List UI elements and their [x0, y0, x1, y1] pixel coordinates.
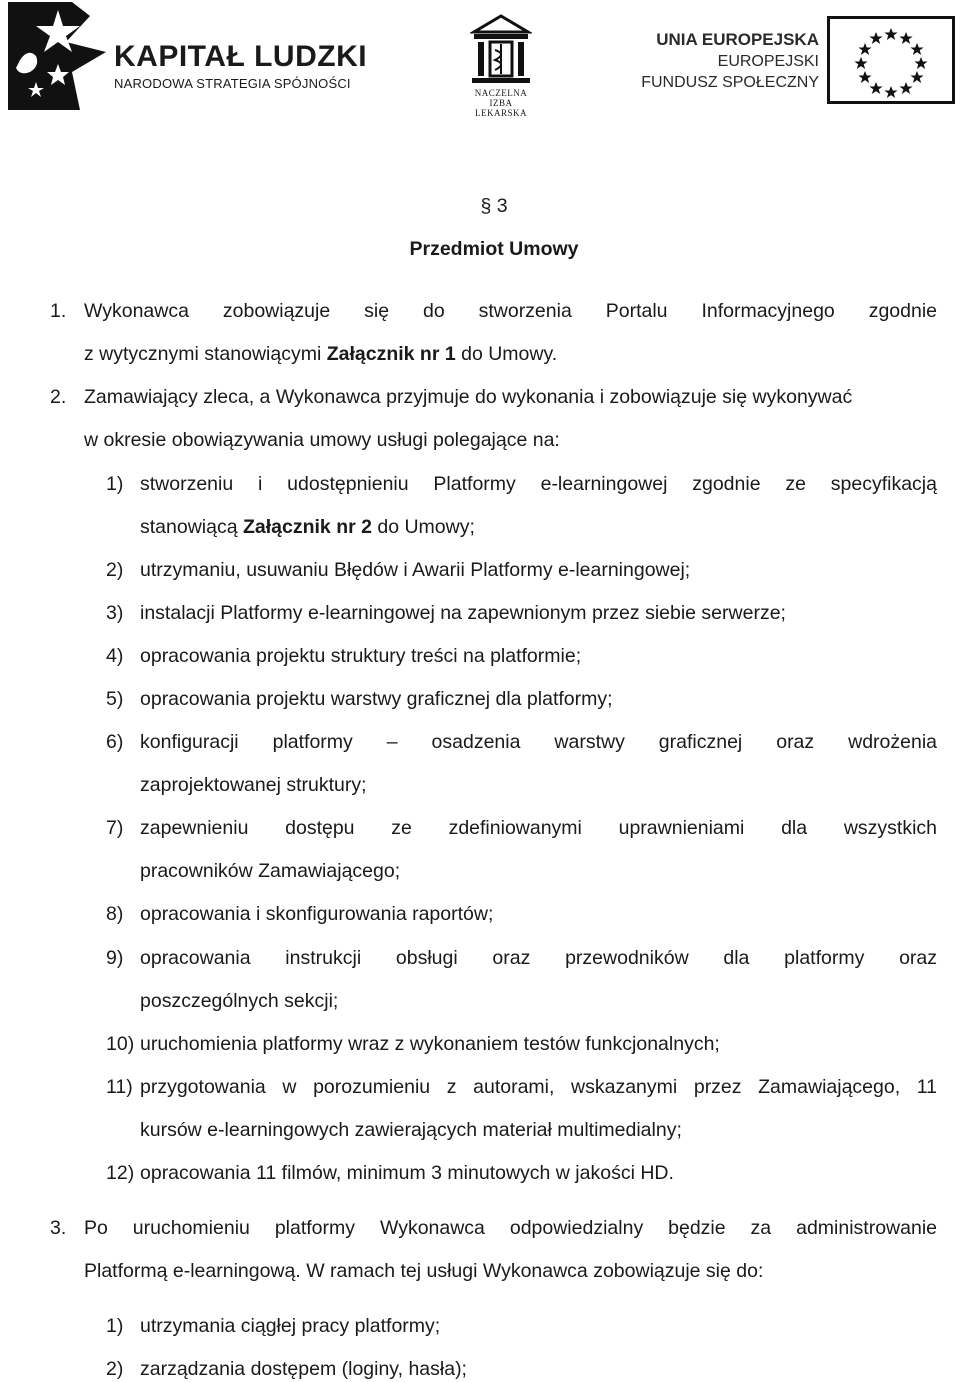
eu-flag-icon: [827, 16, 955, 104]
list-item-text-end: do Umowy;: [371, 516, 475, 538]
list-item-number: 6): [106, 731, 124, 753]
list-item-number: 7): [106, 817, 124, 839]
paragraph-3-line2: Platformą e-learningową. W ramach tej usługi Wykonawca zobowiązuje się do:: [84, 1260, 764, 1282]
list-item-text: utrzymania ciągłej pracy platformy;: [140, 1315, 441, 1337]
kapital-ludzki-subtitle: NARODOWA STRATEGIA SPÓJNOŚCI: [114, 76, 351, 91]
list-item-text: instalacji Platformy e-learningowej na zapewnionym przez siebie serwerze;: [140, 602, 786, 624]
naczelna-izba-lekarska-text: [466, 88, 536, 118]
list-item-number: 1): [106, 1315, 124, 1337]
list-item-text: przygotowania w porozumieniu z autorami, wskazanymi przez Zamawiającego, 11: [140, 1076, 937, 1098]
list-item-text: opracowania instrukcji obsługi oraz przewodników dla platformy oraz: [140, 947, 937, 969]
list-item-text-continued: kursów e-learningowych zawierających materiał multimedialny;: [140, 1119, 682, 1141]
list-item-number: 2): [106, 559, 124, 581]
list-item-text: opracowania projektu warstwy graficznej dla platformy;: [140, 688, 613, 710]
paragraph-2-number: 2.: [50, 386, 67, 408]
list-item-text: uruchomienia platformy wraz z wykonaniem testów funkcjonalnych;: [140, 1033, 720, 1055]
list-item-number: 10): [106, 1033, 135, 1055]
list-item-text: konfiguracji platformy – osadzenia warstwy graficznej oraz wdrożenia: [140, 731, 937, 753]
paragraph-2-line1: Zamawiający zleca, a Wykonawca przyjmuje do wykonania i zobowiązuje się wykonywać: [84, 386, 853, 408]
list-item-text-continued: [140, 515, 475, 539]
list-item-number: 11): [106, 1076, 133, 1098]
section-title: Przedmiot Umowy: [409, 238, 579, 260]
list-item-number: 9): [106, 947, 124, 969]
list-item-text-continued: pracowników Zamawiającego;: [140, 860, 401, 882]
paragraph-1-line1: Wykonawca zobowiązuje się do stworzenia Portalu Informacyjnego zgodnie: [84, 300, 937, 322]
unia-europejska-logo: [640, 14, 955, 106]
list-item-number: 4): [106, 645, 124, 667]
kapital-ludzki-logo: [6, 2, 376, 110]
paragraph-1-text: z wytycznymi stanowiącymi: [84, 343, 327, 365]
paragraph-3-line1: Po uruchomieniu platformy Wykonawca odpowiedzialny będzie za administrowanie: [84, 1217, 937, 1239]
list-item-text: stanowiącą: [140, 516, 243, 538]
nil-line1: NACZELNA: [474, 88, 528, 98]
ue-line3: FUNDUSZ SPOŁECZNY: [641, 74, 819, 91]
list-item-text-continued: poszczególnych sekcji;: [140, 990, 339, 1012]
list-item-number: 1): [106, 473, 124, 495]
list-item-number: 3): [106, 602, 124, 624]
list-item-text: stworzeniu i udostępnieniu Platformy e-learningowej zgodnie ze specyfikacją: [140, 473, 937, 495]
list-item-number: 5): [106, 688, 124, 710]
list-item-text: zapewnieniu dostępu ze zdefiniowanymi uprawnieniami dla wszystkich: [140, 817, 937, 839]
list-item-number: 2): [106, 1358, 124, 1380]
list-item-text: opracowania i skonfigurowania raportów;: [140, 903, 494, 925]
list-item-text: utrzymaniu, usuwaniu Błędów i Awarii Platformy e-learningowej;: [140, 559, 691, 581]
kapital-ludzki-title: KAPITAŁ LUDZKI: [114, 40, 368, 73]
paragraph-1-text-end: do Umowy.: [455, 343, 558, 365]
list-item-text: opracowania projektu struktury treści na platformie;: [140, 645, 582, 667]
list-item-text: opracowania 11 filmów, minimum 3 minutowych w jakości HD.: [140, 1162, 674, 1184]
paragraph-3-number: 3.: [50, 1217, 67, 1239]
list-item-number: 12): [106, 1162, 135, 1184]
nil-line2: IZBA LEKARSKA: [474, 98, 527, 118]
list-item-number: 8): [106, 903, 124, 925]
zalacznik-2-reference: Załącznik nr 2: [242, 516, 372, 538]
ue-line2: EUROPEJSKI: [717, 53, 819, 70]
kapital-ludzki-emblem-icon: [6, 2, 110, 110]
paragraph-2-line2: w okresie obowiązywania umowy usługi polegające na:: [84, 429, 560, 451]
list-item-text-continued: zaprojektowanej struktury;: [140, 774, 367, 796]
ue-line1: UNIA EUROPEJSKA: [656, 30, 819, 49]
page-header: [0, 0, 960, 118]
paragraph-1-line2: [84, 342, 557, 366]
section-number: § 3: [480, 195, 508, 217]
list-item-text: zarządzania dostępem (loginy, hasła);: [140, 1358, 467, 1380]
naczelna-izba-lekarska-logo: [466, 14, 536, 118]
temple-caduceus-icon: [470, 14, 532, 86]
zalacznik-1-reference: Załącznik nr 1: [326, 343, 456, 365]
paragraph-1-number: 1.: [50, 300, 67, 322]
